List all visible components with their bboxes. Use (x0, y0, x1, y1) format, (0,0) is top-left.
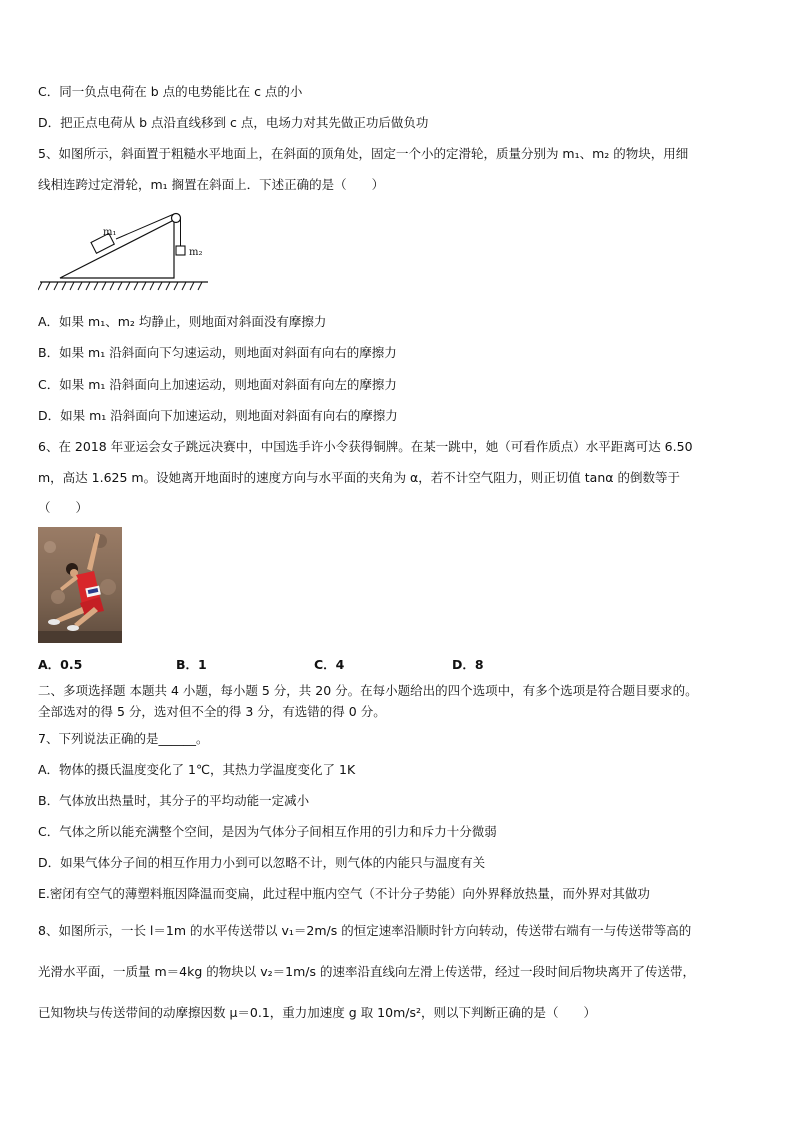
long-jump-photo (38, 527, 122, 643)
q6-stem-line3: （ ） (38, 500, 89, 515)
label-m1: m₁ (103, 227, 117, 238)
q5-option-c: C．如果 m₁ 沿斜面向上加速运动，则地面对斜面有向左的摩擦力 (38, 377, 397, 392)
q6-option-c: C．4 (314, 657, 345, 672)
q7-option-b: B．气体放出热量时，其分子的平均动能一定减小 (38, 793, 310, 808)
q4-option-c: C．同一负点电荷在 b 点的电势能比在 c 点的小 (38, 84, 303, 99)
q6-option-b: B．1 (176, 657, 207, 672)
q7-stem: 7、下列说法正确的是______。 (38, 731, 209, 746)
q7-option-e: E.密闭有空气的薄塑料瓶因降温而变扁，此过程中瓶内空气（不计分子势能）向外界释放热量，而外界对其做功 (38, 886, 650, 901)
q6-option-a: A．0.5 (38, 657, 83, 672)
q6-stem-line2: m，高达 1.625 m。设她离开地面时的速度方向与水平面的夹角为 α，若不计空气阻力，则正切值 tanα 的倒数等于 (38, 470, 680, 485)
q6-options (38, 656, 738, 673)
q6-option-d: D．8 (452, 657, 484, 672)
q5-option-d: D．如果 m₁ 沿斜面向下加速运动，则地面对斜面有向右的摩擦力 (38, 408, 398, 423)
q8-stem-line3: 已知物块与传送带间的动摩擦因数 μ＝0.1，重力加速度 g 取 10m/s²，则以下判断正确的是（ ） (38, 1005, 596, 1020)
q4-option-d: D．把正点电荷从 b 点沿直线移到 c 点，电场力对其先做正功后做负功 (38, 115, 429, 130)
q5-stem-line1: 5、如图所示，斜面置于粗糙水平地面上，在斜面的顶角处，固定一个小的定滑轮，质量分别为 m₁、m₂ 的物块，用细 (38, 146, 689, 161)
q5-option-b: B．如果 m₁ 沿斜面向下匀速运动，则地面对斜面有向右的摩擦力 (38, 345, 397, 360)
q7-option-c: C．气体之所以能充满整个空间，是因为气体分子间相互作用的引力和斥力十分微弱 (38, 824, 497, 839)
q8-stem-line1: 8、如图所示，一长 l＝1m 的水平传送带以 v₁＝2m/s 的恒定速率沿顺时针方向转动，传送带右端有一与传送带等高的 (38, 923, 692, 938)
q7-option-a: A．物体的摄氏温度变化了 1℃，其热力学温度变化了 1K (38, 762, 356, 777)
section2-heading-line2: 全部选对的得 5 分，选对但不全的得 3 分，有选错的得 0 分。 (38, 704, 386, 719)
q5-stem-line2: 线相连跨过定滑轮，m₁ 搁置在斜面上．下述正确的是（ ） (38, 177, 385, 192)
label-m2: m₂ (189, 247, 203, 258)
incline-pulley-diagram (38, 208, 218, 298)
q7-option-d: D．如果气体分子间的相互作用力小到可以忽略不计，则气体的内能只与温度有关 (38, 855, 486, 870)
q8-stem-line2: 光滑水平面，一质量 m＝4kg 的物块以 v₂＝1m/s 的速率沿直线向左滑上传送带，经过一段时间后物块离开了传送带， (38, 964, 695, 979)
q5-option-a: A．如果 m₁、m₂ 均静止，则地面对斜面没有摩擦力 (38, 314, 327, 329)
q6-stem-line1: 6、在 2018 年亚运会女子跳远决赛中，中国选手许小令获得铜牌。在某一跳中，她（可看作质点）水平距离可达 6.50 (38, 439, 693, 454)
section2-heading-line1: 二、多项选择题 本题共 4 小题，每小题 5 分，共 20 分。在每小题给出的四个选项中，有多个选项是符合题目要求的。 (38, 683, 698, 698)
